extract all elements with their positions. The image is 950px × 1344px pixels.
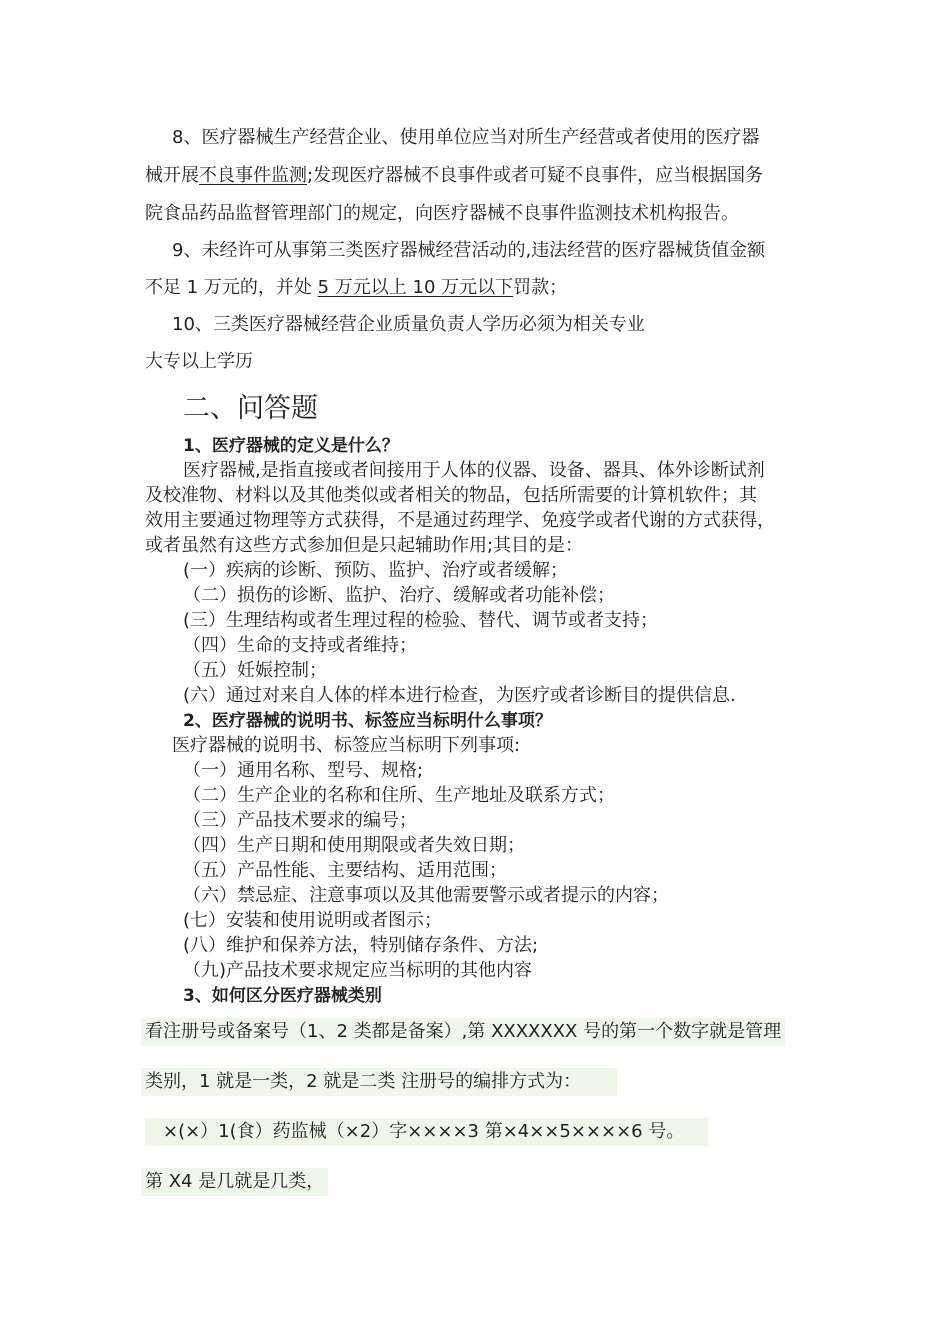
q9-line-2 <box>145 276 567 300</box>
q3-answer-line: 类别，1 就是一类，2 就是二类 注册号的编排方式为： <box>141 1068 617 1096</box>
q8-line-2-post: ;发现医疗器械不良事件或者可疑不良事件，应当根据国务 <box>307 165 764 186</box>
q2-intro: 医疗器械的说明书、标签应当标明下列事项: <box>172 735 521 756</box>
q1-title: 1、医疗器械的定义是什么？ <box>183 436 399 456</box>
q1-body-line: 效用主要通过物理等方式获得，不是通过药理学、免疫学或者代谢的方式获得， <box>145 510 775 531</box>
q9-line-2-post: 罚款； <box>513 277 568 298</box>
q3-answer-line: 看注册号或备案号（1、2 类都是备案）,第 XXXXXXX 号的第一个数字就是管理 <box>141 1018 785 1046</box>
q8-line-2-pre: 械开展 <box>145 165 199 186</box>
q2-list-item: （一）通用名称、型号、规格; <box>183 760 424 781</box>
q2-list-item: (八）维护和保养方法，特别储存条件、方法; <box>183 935 539 956</box>
q3-answer-line: 第 X4 是几就是几类， <box>141 1168 328 1196</box>
q1-list-item: (三）生理结构或者生理过程的检验、替代、调节或者支持； <box>183 610 659 631</box>
q1-list-item: （五）妊娠控制； <box>183 660 327 681</box>
q2-list-item: （五）产品性能、主要结构、适用范围； <box>183 860 507 881</box>
q8-line-2 <box>145 164 763 188</box>
q2-list-item: （六）禁忌症、注意事项以及其他需要警示或者提示的内容； <box>183 885 669 906</box>
q8-line-1: 8、医疗器械生产经营企业、使用单位应当对所生产经营或者使用的医疗器 <box>172 127 760 148</box>
q1-list-item: (六）通过对来自人体的样本进行检查，为医疗或者诊断目的提供信息. <box>183 685 736 706</box>
q1-body-line: 或者虽然有这些方式参加但是只起辅助作用;其目的是： <box>145 535 584 556</box>
q3-answer-line: ×(×）1(食）药监械（×2）字××××3 第×4××5××××6 号。 <box>145 1118 708 1146</box>
q9-line-2-pre: 不足 1 万元的，并处 <box>145 277 318 298</box>
q8-answer-underlined: 不良事件监测 <box>199 165 307 186</box>
q2-title: 2、医疗器械的说明书、标签应当标明什么事项？ <box>183 711 552 731</box>
section-heading: 二、问答题 <box>183 393 318 424</box>
q1-list-item: （四）生命的支持或者维持； <box>183 635 417 656</box>
q2-list-item: （九)产品技术要求规定应当标明的其他内容 <box>183 960 533 981</box>
q1-list-item: （二）损伤的诊断、监护、治疗、缓解或者功能补偿； <box>183 585 615 606</box>
q2-list-item: （二）生产企业的名称和住所、生产地址及联系方式； <box>183 785 615 806</box>
q10-line-2: 大专以上学历 <box>145 351 253 372</box>
q1-list-item: (一）疾病的诊断、预防、监护、治疗或者缓解； <box>183 560 569 581</box>
q2-list-item: （三）产品技术要求的编号； <box>183 810 417 831</box>
q2-list-item: （四）生产日期和使用期限或者失效日期； <box>183 835 525 856</box>
q3-title: 3、如何区分医疗器械类别 <box>183 986 382 1006</box>
q2-list-item: (七）安装和使用说明或者图示； <box>183 910 443 931</box>
q1-body-line: 医疗器械,是指直接或者间接用于人体的仪器、设备、器具、体外诊断试剂 <box>183 460 765 481</box>
q10-line-1: 10、三类医疗器械经营企业质量负责人学历必须为相关专业 <box>172 314 645 335</box>
q1-body-line: 及校准物、材料以及其他类似或者相关的物品，包括所需要的计算机软件；其 <box>145 485 757 506</box>
q9-answer-underlined: 5 万元以上 10 万元以下 <box>317 277 514 298</box>
q9-line-1: 9、未经许可从事第三类医疗器械经营活动的,违法经营的医疗器械货值金额 <box>172 240 766 261</box>
q8-line-3: 院食品药品监督管理部门的规定，向医疗器械不良事件监测技术机构报告。 <box>145 203 739 224</box>
